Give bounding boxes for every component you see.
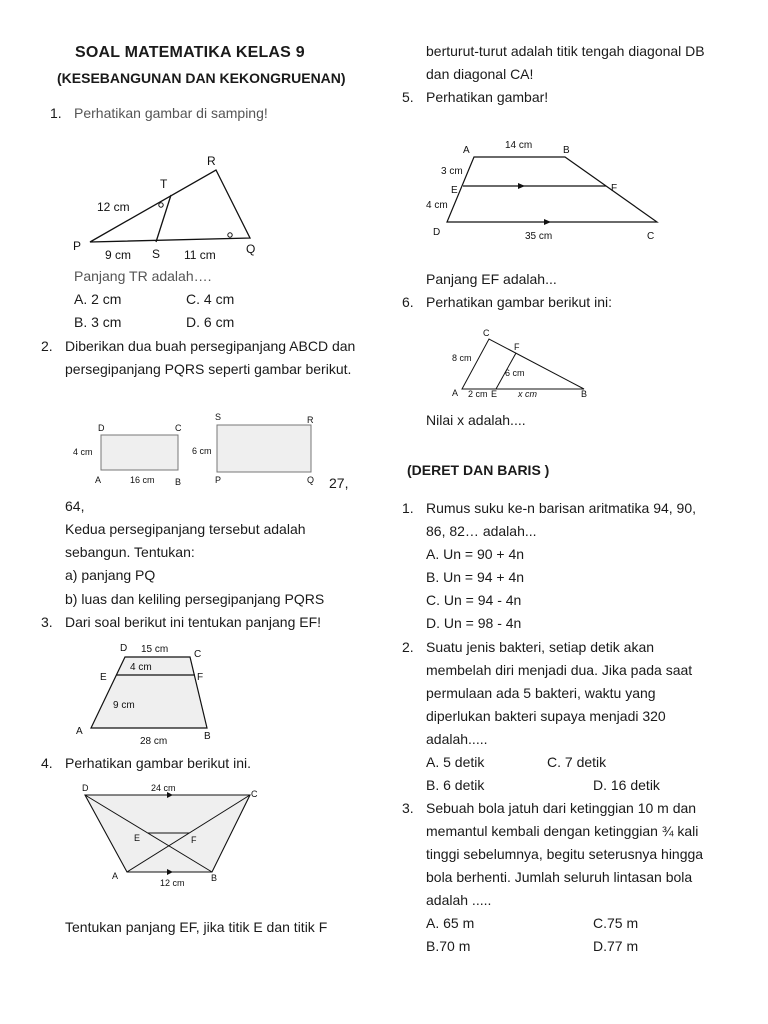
d1-number: 1. bbox=[402, 500, 414, 516]
q6-label-ef: 6 cm bbox=[505, 368, 525, 378]
q2-part-a: a) panjang PQ bbox=[65, 567, 156, 583]
q3-trapezoid-figure bbox=[70, 640, 220, 750]
q6-label-B: B bbox=[581, 389, 588, 399]
q2-trailing-2: 64, bbox=[65, 498, 85, 514]
q2-label-D: D bbox=[98, 423, 105, 433]
q5-number: 5. bbox=[402, 89, 414, 105]
q5-trapezoid-figure bbox=[426, 135, 670, 250]
d1-line-1: Rumus suku ke-n barisan aritmatika 94, 90, bbox=[426, 500, 697, 516]
d3-line-5: adalah ..... bbox=[426, 892, 492, 908]
d2-line-4: diperlukan bakteri supaya menjadi 320 bbox=[426, 708, 666, 724]
d2-line-2: membelah diri menjadi dua. Jika pada saat bbox=[426, 662, 693, 678]
q2-label-P: P bbox=[215, 475, 222, 485]
q1-option-c: C. 4 cm bbox=[186, 291, 235, 307]
q1-label-Q: Q bbox=[246, 242, 256, 256]
q2-line-2: persegipanjang PQRS seperti gambar berikut. bbox=[65, 361, 352, 377]
q6-label-ac: 8 cm bbox=[452, 353, 472, 363]
q4-label-A: A bbox=[112, 871, 119, 881]
q5-label-ae: 3 cm bbox=[441, 166, 463, 177]
d1-option-b: B. Un = 94 + 4n bbox=[426, 569, 525, 585]
q1-option-d: D. 6 cm bbox=[186, 314, 235, 330]
q1-label-ps: 9 cm bbox=[105, 248, 132, 262]
q5-label-ed: 4 cm bbox=[426, 200, 448, 211]
page-title: SOAL MATEMATIKA KELAS 9 bbox=[75, 44, 305, 61]
q6-label-E: E bbox=[491, 389, 498, 399]
q5-label-B: B bbox=[563, 145, 570, 156]
d3-option-b: B.70 m bbox=[426, 938, 471, 954]
q4-label-ab: 12 cm bbox=[160, 878, 185, 888]
q5-text: Perhatikan gambar! bbox=[426, 89, 549, 105]
q4-label-C: C bbox=[251, 789, 258, 799]
section-heading: (DERET DAN BARIS ) bbox=[407, 462, 550, 478]
q1-triangle-figure bbox=[70, 150, 270, 265]
q2-label-A: A bbox=[95, 475, 102, 485]
q2-label-C: C bbox=[175, 423, 182, 433]
d3-line-2: memantul kembali dengan ketinggian ¾ kali bbox=[426, 823, 699, 839]
q4-label-B: B bbox=[211, 873, 218, 883]
d3-line-1: Sebuah bola jatuh dari ketinggian 10 m dan bbox=[426, 800, 697, 816]
d2-line-1: Suatu jenis bakteri, setiap detik akan bbox=[426, 639, 655, 655]
q1-label-sq: 11 cm bbox=[184, 248, 216, 262]
q1-text: Perhatikan gambar di samping! bbox=[74, 105, 268, 121]
q1-ask: Panjang TR adalah…. bbox=[74, 268, 212, 284]
d3-line-4: bola berhenti. Jumlah seluruh lintasan bola bbox=[426, 869, 693, 885]
q2-rectangles-figure bbox=[65, 405, 330, 495]
q3-label-D: D bbox=[120, 643, 128, 654]
d2-number: 2. bbox=[402, 639, 414, 655]
q3-label-ea: 9 cm bbox=[113, 700, 135, 711]
q5-label-D: D bbox=[433, 227, 441, 238]
q3-text: Dari soal berikut ini tentukan panjang EF! bbox=[65, 614, 322, 630]
q3-label-de: 4 cm bbox=[130, 662, 152, 673]
q5-ask: Panjang EF adalah... bbox=[426, 271, 557, 287]
d2-option-d: D. 16 detik bbox=[593, 777, 660, 793]
q2-number: 2. bbox=[41, 338, 53, 354]
q6-label-A: A bbox=[452, 388, 459, 398]
q2-line-1: Diberikan dua buah persegipanjang ABCD dan bbox=[65, 338, 356, 354]
q4-text: Perhatikan gambar berikut ini. bbox=[65, 755, 251, 771]
q5-label-C: C bbox=[647, 231, 655, 242]
q4-ask-line-3: dan diagonal CA! bbox=[426, 66, 534, 82]
q2-label-ab: 16 cm bbox=[130, 475, 155, 485]
q1-label-T: T bbox=[160, 177, 168, 191]
q2-label-S: S bbox=[215, 412, 222, 422]
q3-number: 3. bbox=[41, 614, 53, 630]
q2-trailing-1: 27, bbox=[329, 475, 349, 491]
q3-label-F: F bbox=[197, 672, 204, 683]
q2-label-R: R bbox=[307, 415, 314, 425]
d1-option-c: C. Un = 94 - 4n bbox=[426, 592, 522, 608]
d2-line-5: adalah..... bbox=[426, 731, 488, 747]
q6-label-eb: x cm bbox=[518, 389, 537, 399]
q4-ask-line-1: Tentukan panjang EF, jika titik E dan titik F bbox=[65, 919, 328, 935]
q3-label-C: C bbox=[194, 649, 202, 660]
q2-line-4: sebangun. Tentukan: bbox=[65, 544, 195, 560]
q3-label-dc: 15 cm bbox=[141, 644, 169, 655]
q1-label-P: P bbox=[73, 239, 82, 253]
q2-label-B: B bbox=[175, 477, 182, 487]
d1-option-d: D. Un = 98 - 4n bbox=[426, 615, 522, 631]
q1-label-pt: 12 cm bbox=[97, 200, 130, 214]
q1-option-b: B. 3 cm bbox=[74, 314, 122, 330]
d1-option-a: A. Un = 90 + 4n bbox=[426, 546, 525, 562]
q5-label-ab: 14 cm bbox=[505, 140, 533, 151]
q2-label-ps: 6 cm bbox=[192, 446, 212, 456]
q5-label-dc: 35 cm bbox=[525, 231, 553, 242]
q3-label-A: A bbox=[76, 726, 83, 737]
d2-line-3: permulaan ada 5 bakteri, waktu yang bbox=[426, 685, 656, 701]
q6-triangle-figure bbox=[445, 325, 605, 410]
q1-label-S: S bbox=[152, 247, 161, 261]
q1-label-R: R bbox=[207, 154, 216, 168]
q5-label-E: E bbox=[451, 185, 458, 196]
q4-number: 4. bbox=[41, 755, 53, 771]
q5-label-F: F bbox=[611, 183, 618, 194]
page-subtitle: (KESEBANGUNAN DAN KEKONGRUENAN) bbox=[57, 70, 346, 86]
q4-label-dc: 24 cm bbox=[151, 783, 176, 793]
q1-number: 1. bbox=[50, 105, 62, 121]
q4-ask-line-2: berturut-turut adalah titik tengah diagonal DB bbox=[426, 43, 705, 59]
d1-line-2: 86, 82… adalah... bbox=[426, 523, 537, 539]
d2-option-c: C. 7 detik bbox=[547, 754, 607, 770]
d3-option-c: C.75 m bbox=[593, 915, 639, 931]
q6-label-F: F bbox=[514, 342, 520, 352]
q5-label-A: A bbox=[463, 145, 470, 156]
d2-option-a: A. 5 detik bbox=[426, 754, 485, 770]
d3-line-3: tinggi sebelumnya, begitu seterusnya hingga bbox=[426, 846, 704, 862]
q3-label-E: E bbox=[100, 672, 107, 683]
q2-part-b: b) luas dan keliling persegipanjang PQRS bbox=[65, 591, 325, 607]
q6-number: 6. bbox=[402, 294, 414, 310]
q6-ask: Nilai x adalah.... bbox=[426, 412, 526, 428]
q4-label-D: D bbox=[82, 783, 89, 793]
d3-number: 3. bbox=[402, 800, 414, 816]
q6-label-ae: 2 cm bbox=[468, 389, 488, 399]
q3-label-B: B bbox=[204, 731, 211, 742]
q1-option-a: A. 2 cm bbox=[74, 291, 122, 307]
q4-label-E: E bbox=[134, 833, 141, 843]
d3-option-d: D.77 m bbox=[593, 938, 639, 954]
q2-label-ad: 4 cm bbox=[73, 447, 93, 457]
q4-trapezoid-diagonals-figure bbox=[75, 780, 275, 895]
q2-line-3: Kedua persegipanjang tersebut adalah bbox=[65, 521, 306, 537]
d2-option-b: B. 6 detik bbox=[426, 777, 485, 793]
q6-text: Perhatikan gambar berikut ini: bbox=[426, 294, 612, 310]
q2-label-Q: Q bbox=[307, 475, 315, 485]
d3-option-a: A. 65 m bbox=[426, 915, 475, 931]
q4-label-F: F bbox=[191, 835, 197, 845]
q3-label-ab: 28 cm bbox=[140, 736, 168, 747]
q6-label-C: C bbox=[483, 328, 490, 338]
